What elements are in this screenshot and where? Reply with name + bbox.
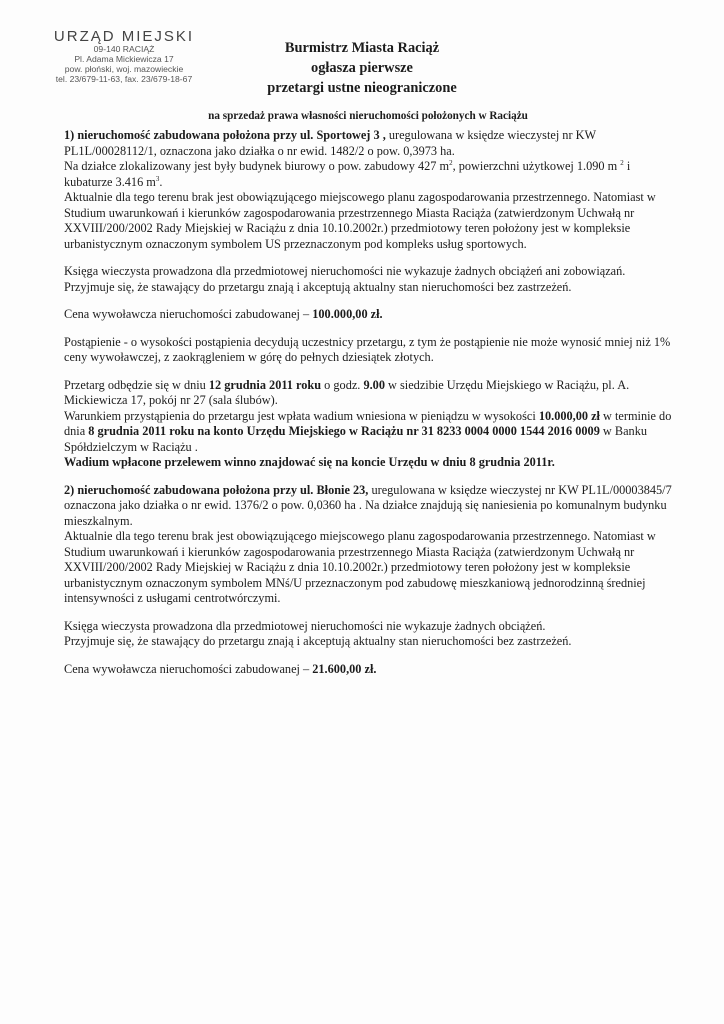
header-line-1: Burmistrz Miasta Raciąż: [284, 40, 440, 56]
tender-date: 12 grudnia 2011 roku: [208, 377, 322, 392]
price-label: Cena wywoławcza nieruchomości zabudowanej –: [64, 661, 313, 676]
section1-heading: 1) nieruchomość zabudowana położona przy ul. Sportowej 3 ,: [64, 128, 386, 142]
sup-squared: 2: [449, 158, 453, 167]
section1-wadium-note: Wadium wpłacone przelewem winno znajdować się na koncie Urzędu w dniu 8 grudnia 2011r.: [64, 455, 555, 469]
building-area-text: Na działce zlokalizowany jest były budynek biurowy o pow. zabudowy 427 m: [64, 159, 450, 173]
section1-wadium: [64, 409, 672, 456]
section2-heading-rest: uregulowana w księdze wieczystej nr KW PL1L/00003845/7 oznaczona jako działka o nr ewid. 1376/2 o pow. 0,0360 ha . Na działce znajdują się naniesienia po komunalnym budynku mieszkalnym.: [64, 482, 672, 528]
section1-intro: [64, 128, 672, 159]
section2-heading: 2) nieruchomość zabudowana położona przy ul. Błonie 23,: [64, 482, 369, 497]
office-stamp: [40, 28, 208, 85]
wadium-amount: 10.000,00 zł: [538, 408, 600, 423]
announcement-subtitle: na sprzedaż prawa własności nieruchomości położonych w Raciążu: [208, 110, 528, 122]
sup-squared: 2: [620, 158, 624, 167]
building-volume-text: i kubaturze 3.416 m: [64, 159, 631, 189]
price-value: 21.600,00 zł.: [312, 661, 377, 676]
price-value: 100.000,00 zł.: [312, 307, 383, 321]
stamp-phone: tel. 23/679-11-63, fax. 23/679-18-67: [55, 73, 193, 84]
section1-tender-date: [64, 378, 672, 409]
tender-text-3: w siedzibie Urzędu Miejskiego w Raciążu, pl. A. Mickiewicza 17, pokój nr 27 (sala ślubów).: [64, 377, 630, 407]
header-line-2: ogłasza pierwsze: [311, 60, 413, 76]
section2-intro: [64, 483, 672, 530]
wadium-text-3: w Banku Spółdzielczym w Raciążu .: [64, 424, 647, 454]
sup-cubed: 3: [155, 174, 160, 183]
building-end: .: [159, 174, 163, 189]
announcement-header: [212, 38, 512, 98]
wadium-text-1: Warunkiem przystąpienia do przetargu jest wpłata wadium wniesiona w pieniądzu w wysokości: [64, 408, 539, 423]
section1-ledger: Księga wieczysta prowadzona dla przedmiotowej nieruchomości nie wykazuje żadnych obciążeń ani zobowiązań.: [64, 264, 626, 278]
section1-price: [64, 307, 672, 323]
stamp-street: Pl. Adama Mickiewicza 17: [74, 54, 174, 65]
section1-planning: Aktualnie dla tego terenu brak jest obowiązującego miejscowego planu zagospodarowania przestrzennego. Natomiast w Studium uwarunkowań i kierunków zagospodarowania przestrzennego Miasta Raciąża (zatwierdzonym Uchwałą nr XXVIII/200/2002 Rady Miejskiej w Raciążu z dnia 10.10.2002r.) przedmiotowy teren położony jest w kompleksie urbanistycznym oznaczonym symbolem US przeznaczonym pod kompleks usług sportowych.: [64, 190, 656, 251]
tender-text-1: Przetarg odbędzie się w dniu: [64, 377, 209, 392]
tender-hour: 9.00: [363, 377, 385, 392]
section1-building: [64, 159, 672, 190]
stamp-title: URZĄD MIEJSKI: [53, 28, 195, 45]
section1-heading-rest: uregulowana w księdze wieczystej nr KW PL1L/00028112/1, oznaczona jako działka o nr ewid. 1482/2 o pow. 0,3973 ha.: [64, 128, 596, 158]
section2-ledger: Księga wieczysta prowadzona dla przedmiotowej nieruchomości nie wykazuje żadnych obciążeń.: [64, 618, 546, 633]
building-usable-text: , powierzchni użytkowej 1.090 m: [452, 159, 621, 173]
document-body: [64, 128, 672, 677]
header-line-3: przetargi ustne nieograniczone: [267, 80, 457, 96]
stamp-district: pow. płoński, woj. mazowieckie: [64, 64, 184, 74]
stamp-postal: 09-140 RACIĄŻ: [93, 44, 155, 55]
section2-planning: Aktualnie dla tego terenu brak jest obowiązującego miejscowego planu zagospodarowania przestrzennego. Natomiast w Studium uwarunkowań i kierunków zagospodarowania przestrzennego Miasta Raciąża (zatwierdzonym Uchwałą nr XXVIII/200/2002 Rady Miejskiej w Raciążu z dnia 10.10.2002r.) przedmiotowy teren położony jest w kompleksie urbanistycznym oznaczonym symbolem MNś/U przeznaczonym pod zabudowę mieszkaniową jednorodzinną średniej intensywności z usługami centrotwórczymi.: [64, 529, 656, 605]
tender-text-2: o godz.: [321, 377, 364, 392]
section2-acceptance: Przyjmuje się, że stawający do przetargu znają i akceptują aktualny stan nieruchomości bez zastrzeżeń.: [64, 634, 572, 648]
wadium-text-2: w terminie do dnia: [64, 408, 672, 438]
section2-price: [64, 662, 672, 678]
wadium-deadline-account: 8 grudnia 2011 roku na konto Urzędu Miejskiego w Raciążu nr 31 8233 0004 0000 1544 2016 0009: [88, 424, 600, 438]
section1-acceptance: Przyjmuje się, że stawający do przetargu znają i akceptują aktualny stan nieruchomości bez zastrzeżeń.: [64, 279, 572, 294]
section1-bidding: Postąpienie - o wysokości postąpienia decydują uczestnicy przetargu, z tym że postąpienie nie może wynosić mniej niż 1% ceny wywoławczej, z zaokrągleniem w górę do pełnych dziesiątek złotych.: [64, 334, 671, 364]
price-label: Cena wywoławcza nieruchomości zabudowanej –: [64, 307, 313, 321]
